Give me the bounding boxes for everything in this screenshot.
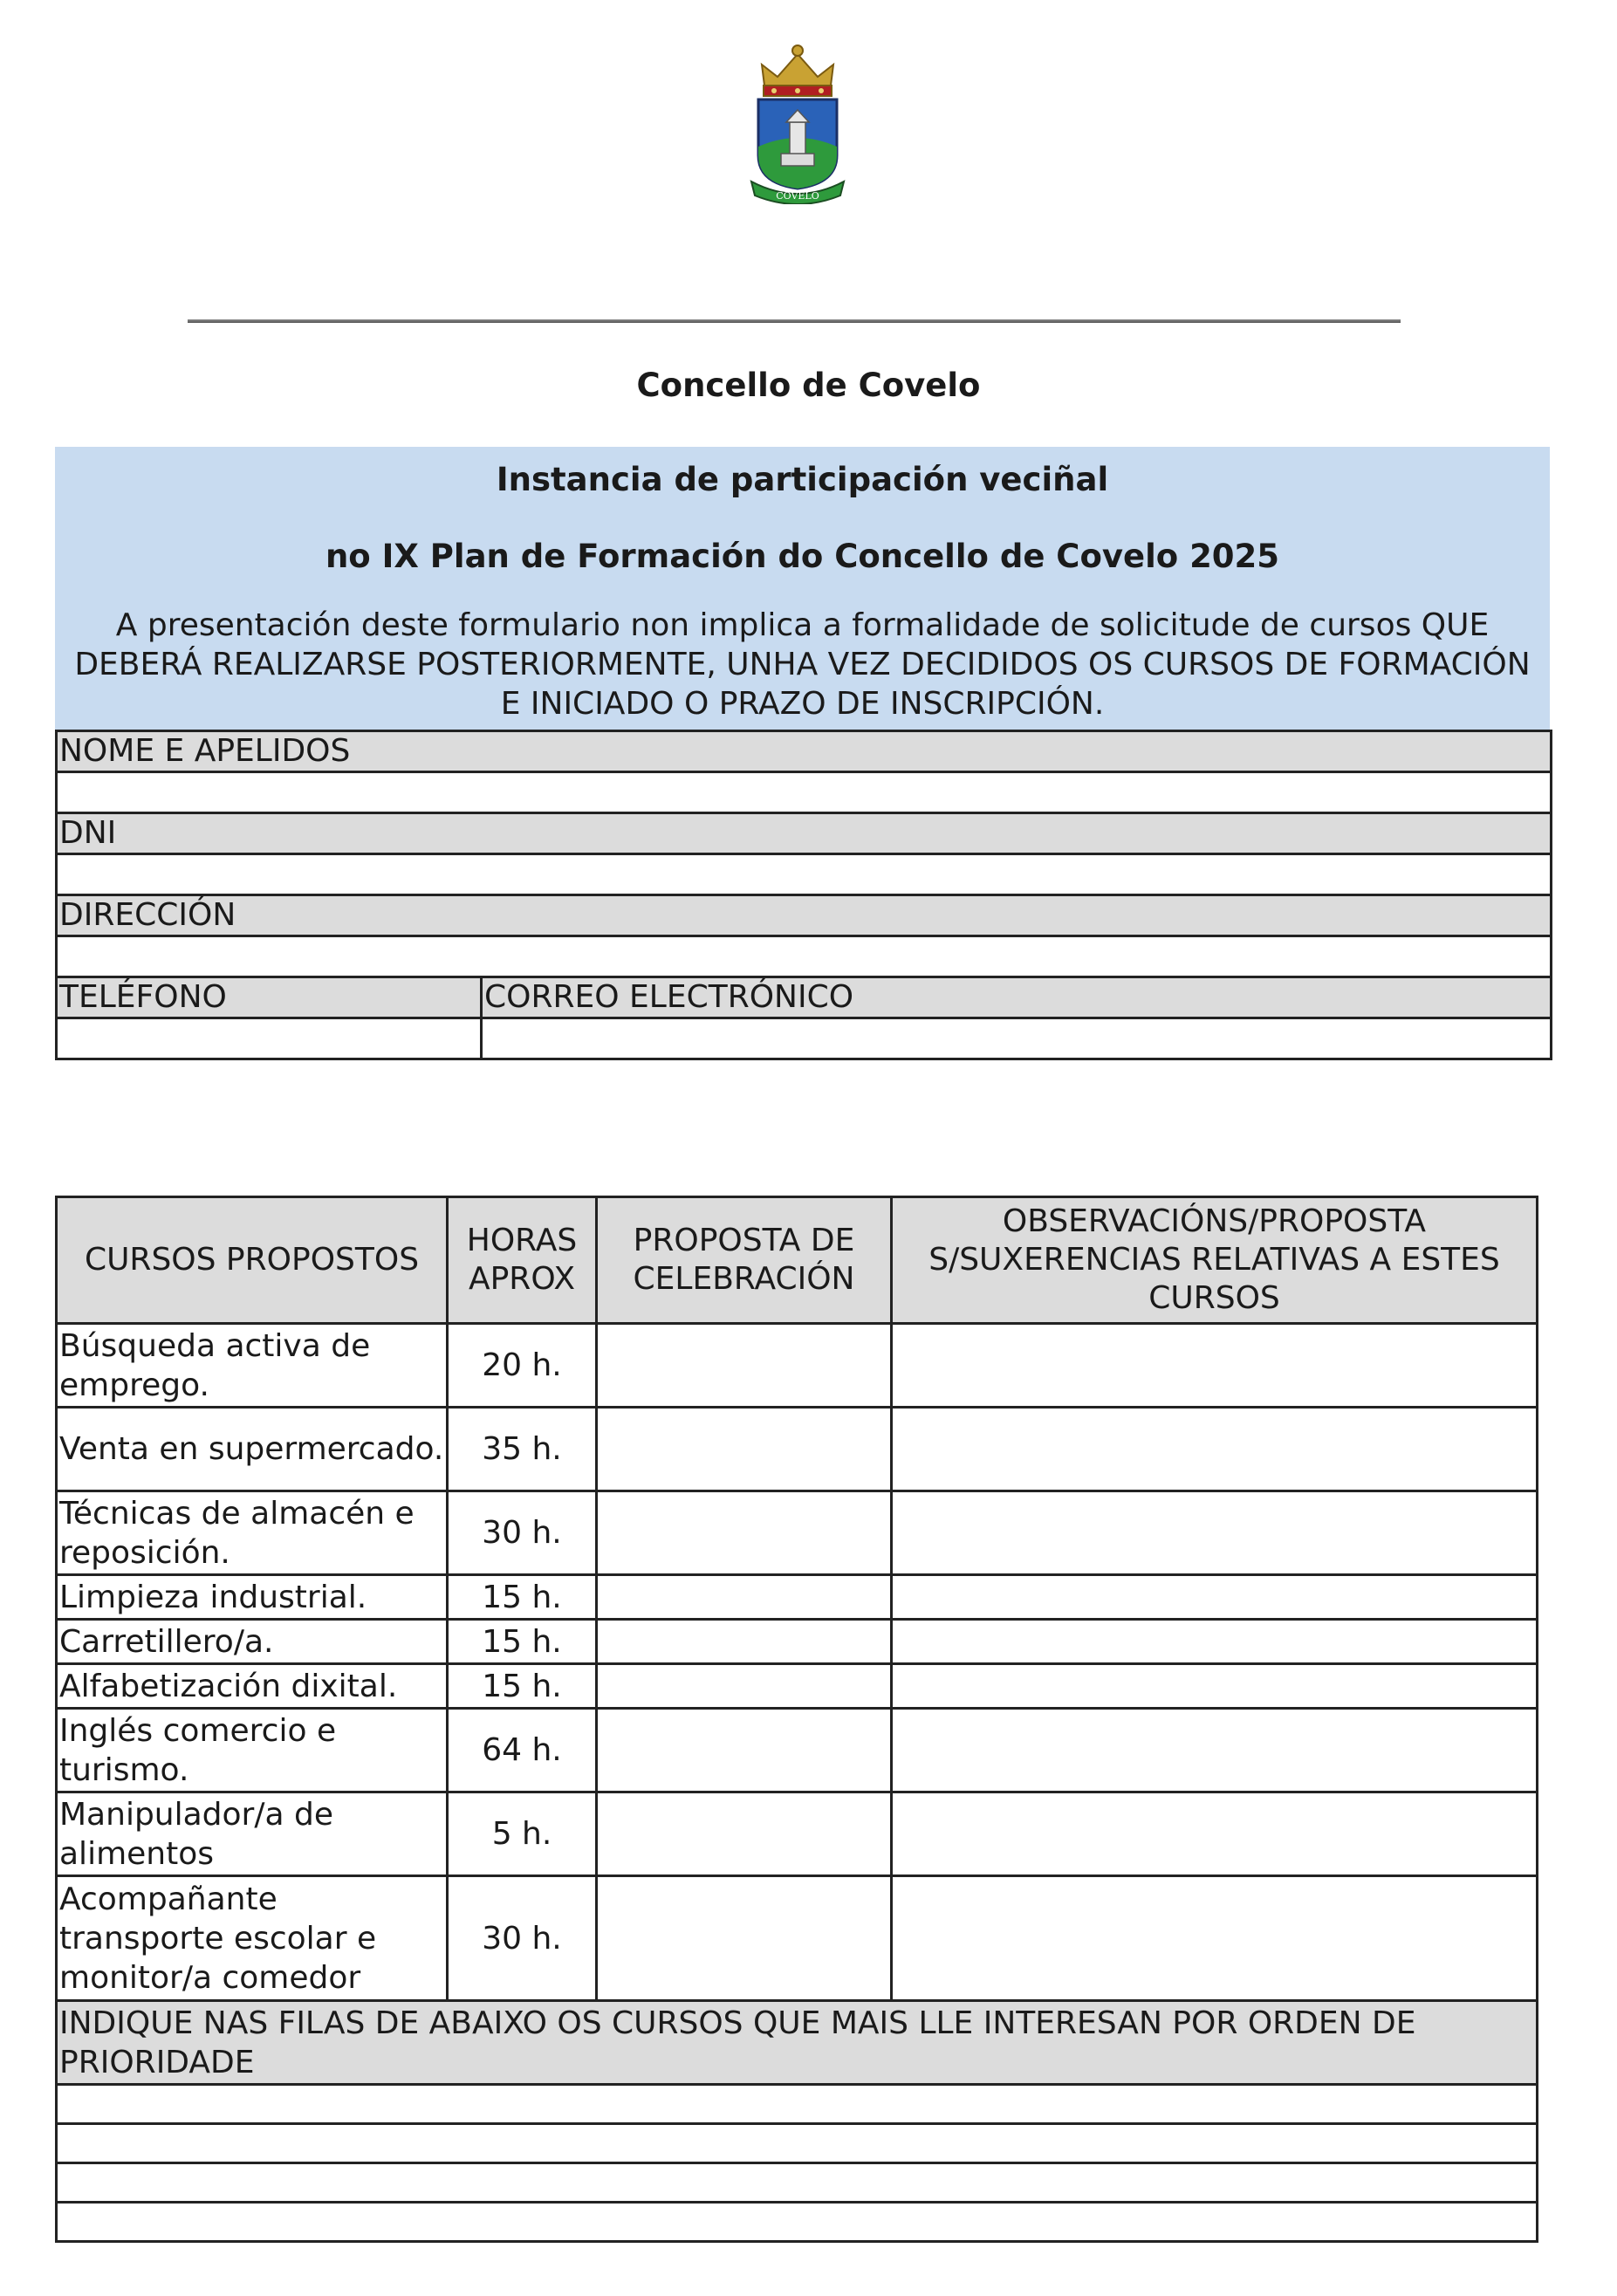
observations-cell[interactable] (892, 1664, 1538, 1709)
priority-row-1[interactable] (57, 2085, 1538, 2124)
observations-cell[interactable] (892, 1792, 1538, 1876)
name-field[interactable] (57, 772, 1552, 813)
address-field[interactable] (57, 936, 1552, 977)
name-label: NOME E APELIDOS (57, 731, 1552, 772)
observations-cell[interactable] (892, 1408, 1538, 1491)
course-name: Búsqueda activa de emprego. (57, 1324, 448, 1408)
table-row (57, 1792, 1538, 1876)
phone-label: TELÉFONO (57, 977, 482, 1018)
proposal-header: PROPOSTA DE CELEBRACIÓN (597, 1197, 892, 1324)
course-name: Acompañante transporte escolar e monitor/a comedor (57, 1876, 448, 2001)
priority-row-4[interactable] (57, 2203, 1538, 2242)
observations-cell[interactable] (892, 1575, 1538, 1620)
proposal-cell[interactable] (597, 1876, 892, 2001)
email-label: CORREO ELECTRÓNICO (482, 977, 1552, 1018)
course-hours: 64 h. (448, 1709, 597, 1792)
course-hours: 20 h. (448, 1324, 597, 1408)
address-label: DIRECCIÓN (57, 895, 1552, 936)
table-row (57, 1709, 1538, 1792)
table-row (57, 1324, 1538, 1408)
table-row (57, 1491, 1538, 1575)
proposal-cell[interactable] (597, 1408, 892, 1491)
observations-cell[interactable] (892, 1876, 1538, 2001)
proposal-cell[interactable] (597, 1575, 892, 1620)
proposal-cell[interactable] (597, 1324, 892, 1408)
observations-cell[interactable] (892, 1620, 1538, 1664)
table-row (57, 1664, 1538, 1709)
proposal-cell[interactable] (597, 1491, 892, 1575)
hours-header: HORAS APROX (448, 1197, 597, 1324)
phone-field[interactable] (57, 1018, 482, 1059)
proposal-cell[interactable] (597, 1709, 892, 1792)
table-row (57, 1575, 1538, 1620)
course-name: Venta en supermercado. (57, 1408, 448, 1491)
coat-of-arms-logo (746, 42, 849, 204)
observations-cell[interactable] (892, 1324, 1538, 1408)
organization-title: Concello de Covelo (636, 367, 981, 404)
form-header-box (55, 447, 1550, 730)
course-hours: 30 h. (448, 1876, 597, 2001)
form-notice: A presentación deste formulario non implica a formalidade de solicitude de cursos QUE DEBERÁ REALIZARSE POSTERIORMENTE, UNHA VEZ DECIDIDOS OS CURSOS DE FORMACIÓN E INICIADO O PRAZO DE INSCRIPCIÓN. (74, 607, 1531, 722)
dni-label: DNI (57, 813, 1552, 854)
priority-instruction: INDIQUE NAS FILAS DE ABAIXO OS CURSOS QUE MAIS LLE INTERESAN POR ORDEN DE PRIORIDADE (57, 2001, 1538, 2085)
course-name: Limpieza industrial. (57, 1575, 448, 1620)
course-name: Inglés comercio e turismo. (57, 1709, 448, 1792)
course-hours: 35 h. (448, 1408, 597, 1491)
form-title: Instancia de participación veciñal (496, 461, 1109, 498)
table-row (57, 1620, 1538, 1664)
table-row (57, 1408, 1538, 1491)
proposal-cell[interactable] (597, 1620, 892, 1664)
course-name: Carretillero/a. (57, 1620, 448, 1664)
form-subtitle: no IX Plan de Formación do Concello de Covelo 2025 (325, 538, 1280, 575)
logo-ribbon-text: COVELO (776, 190, 819, 202)
observations-header: OBSERVACIÓNS/PROPOSTA S/SUXERENCIAS RELATIVAS A ESTES CURSOS (892, 1197, 1538, 1324)
proposal-cell[interactable] (597, 1664, 892, 1709)
course-name: Alfabetización dixital. (57, 1664, 448, 1709)
course-hours: 5 h. (448, 1792, 597, 1876)
course-hours: 15 h. (448, 1575, 597, 1620)
course-name: Manipulador/a de alimentos (57, 1792, 448, 1876)
course-hours: 15 h. (448, 1664, 597, 1709)
table-row (57, 1876, 1538, 2001)
course-hours: 30 h. (448, 1491, 597, 1575)
proposal-cell[interactable] (597, 1792, 892, 1876)
course-hours: 15 h. (448, 1620, 597, 1664)
course-name: Técnicas de almacén e reposición. (57, 1491, 448, 1575)
courses-table (55, 1196, 1538, 2243)
courses-header: CURSOS PROPOSTOS (57, 1197, 448, 1324)
personal-data-table (55, 730, 1552, 1060)
header-divider (188, 319, 1401, 323)
email-field[interactable] (482, 1018, 1552, 1059)
priority-row-3[interactable] (57, 2163, 1538, 2203)
observations-cell[interactable] (892, 1709, 1538, 1792)
dni-field[interactable] (57, 854, 1552, 895)
priority-row-2[interactable] (57, 2124, 1538, 2163)
observations-cell[interactable] (892, 1491, 1538, 1575)
